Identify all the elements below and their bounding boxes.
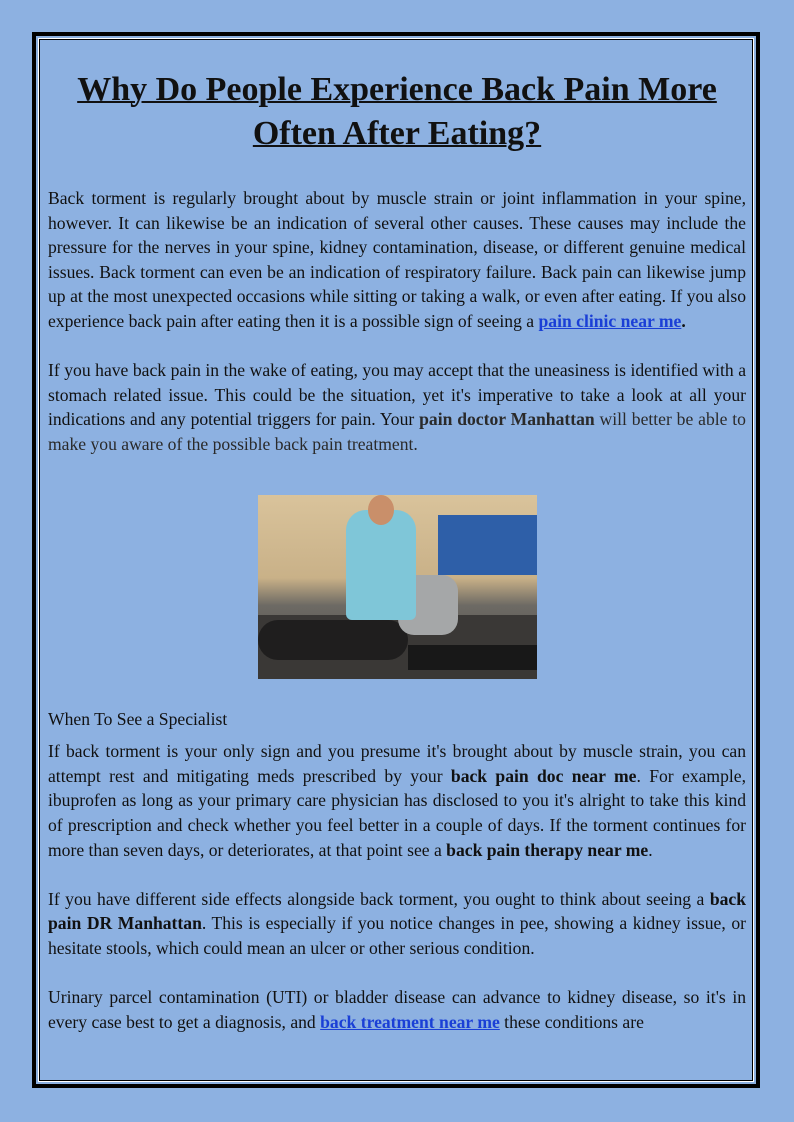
paragraph-text: . For example, ibuprofen as long as your primary care physician has disclosed to you it's alright to take this kind of prescription and check whether you feel better in a couple of days. If the torment continues for more than seven days, or deteriorates, at that point see a [48,765,746,860]
paragraph-text: If you have back pain in the wake of eating, you may accept that the uneasiness is identified with a stomach related issue. This could be the situation, yet it's imperative to take a look at all your indications and any potential triggers for pain. Your [48,360,746,430]
back-treatment-link[interactable]: back treatment near me [320,1011,500,1032]
paragraph-specialist [48,739,746,862]
paragraph-end: . [681,310,686,331]
paragraph-text: these conditions are [499,1011,644,1032]
bold-keyword: back pain DR Manhattan [48,888,746,934]
paragraph-side-effects [48,887,746,961]
document-body [48,68,746,1034]
paragraph-text: If you have different side effects alongside back torment, you ought to think about seeing a [48,888,710,909]
pain-clinic-link[interactable]: pain clinic near me [538,310,682,331]
bold-keyword: back pain doc near me [450,765,637,786]
page-title: Why Do People Experience Back Pain More Often After Eating? [77,71,717,152]
paragraph-text: Urinary parcel contamination (UTI) or bladder disease can advance to kidney disease, so it's in every case best to get a diagnosis, and [48,987,746,1032]
subheading-specialist: When To See a Specialist [48,708,228,729]
paragraph-text: will better be able to make you aware of the possible back pain treatment. [48,409,746,454]
paragraph-intro [48,186,746,334]
bold-keyword: back pain therapy near me [446,839,649,860]
paragraph-text: Back torment is regularly brought about by muscle strain or joint inflammation in your spine, however. It can likewise be an indication of several other causes. These causes may include the pressure for the nerves in your spine, kidney contamination, disease, or different genuine medical issues. Back torment can even be an indication of respiratory failure. Back pain can likewise jump up at the most unexpected occasions while sitting or taking a walk, or even after eating. If you also experience back pain after eating then it is a possible sign of seeing a [48,188,746,331]
paragraph-uti [48,985,746,1034]
paragraph-text: . This is especially if you notice changes in pee, showing a kidney issue, or hesitate stools, which could mean an ulcer or other serious condition. [48,913,746,958]
therapy-photo [258,495,537,679]
paragraph-text: . [648,839,653,860]
paragraph-stomach [48,358,746,456]
paragraph-text: If back torment is your only sign and you presume it's brought about by muscle strain, you can attempt rest and mitigating meds prescribed by your [48,741,746,786]
bold-keyword: pain doctor Manhattan [419,409,595,430]
